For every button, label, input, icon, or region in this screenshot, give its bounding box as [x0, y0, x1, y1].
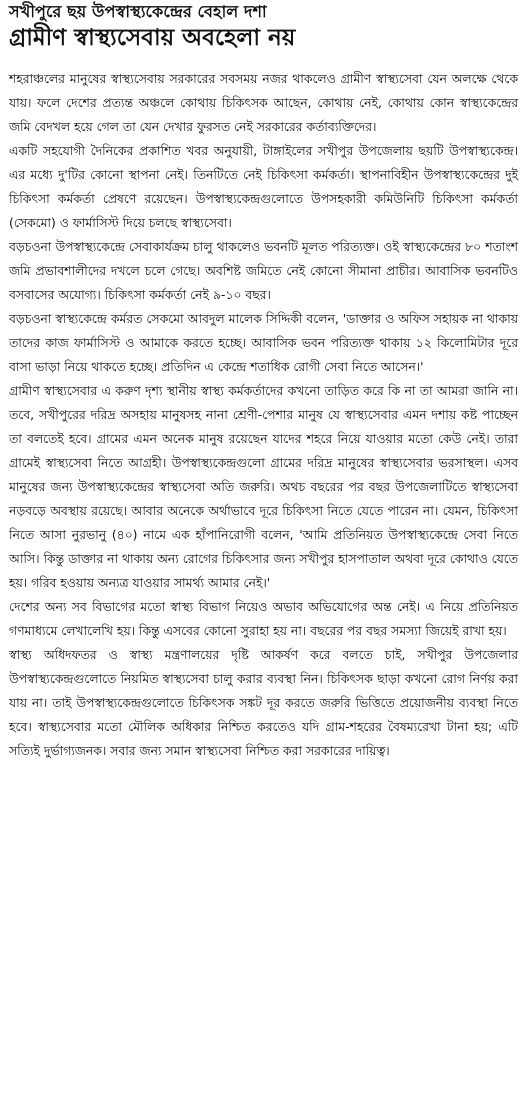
- article-headline: গ্রামীণ স্বাস্থ্যসেবায় অবহেলা নয়: [9, 25, 296, 51]
- article-paragraph: বড়চওনা স্বাস্থ্যকেন্দ্রে কর্মরত সেকমো আবদুল মালেক সিদ্দিকী বলেন, 'ডাক্তার ও অফিস সহায়ক না থাকায় তাদের কাজ ফার্মাসিস্ট ও আমাকে করতে হচ্ছে। আবাসিক ভবন পরিত্যক্ত থাকায় ১২ কিলোমিটার দূরে বাসা ভাড়া নিয়ে থাকতে হচ্ছে। প্রতিদিন এ কেন্দ্রে শতাধিক রোগী সেবা নিতে আসেন।': [9, 312, 518, 374]
- article-paragraph: স্বাস্থ্য অধিদফতর ও স্বাস্থ্য মন্ত্রণালয়ের দৃষ্টি আকর্ষণ করে বলতে চাই, সখীপুর উপজেলার উপস্বাস্থ্যকেন্দ্রগুলোতে নিয়মিত স্বাস্থ্যসেবা চালু করার ব্যবস্থা নিন। চিকিৎসক ছাড়া কখনো রোগ নির্ণয় করা যায় না। তাই উপস্বাস্থ্যকেন্দ্রগুলোতে চিকিৎসক সঙ্কট দূর করতে জরুরি ভিত্তিতে প্রয়োজনীয় ব্যবস্থা নিতে হবে। স্বাস্থ্যসেবার মতো মৌলিক অধিকার নিশ্চিত করতেও যদি গ্রাম-শহরের বৈষম্যরেখা টানা হয়; এটি সত্যিই দুর্ভাগ্যজনক। সবার জন্য সমান স্বাস্থ্যসেবা নিশ্চিত করা সরকারের দায়িত্ব।: [9, 648, 518, 758]
- article-kicker: সখীপুরে ছয় উপস্বাস্থ্যকেন্দ্রের বেহাল দশা: [9, 2, 267, 21]
- article-paragraph: দেশের অন্য সব বিভাগের মতো স্বাস্থ্য বিভাগ নিয়েও অভাব অভিযোগের অন্ত নেই। এ নিয়ে প্রতিনিয়ত গণমাধ্যমে লেখালেখি হয়। কিন্তু এসবের কোনো সুরাহা হয় না। বছরের পর বছর সমস্যা জিয়েই রাখা হয়।: [9, 600, 518, 638]
- article-body: [9, 67, 518, 763]
- article-paragraph: শহরাঞ্চলের মানুষের স্বাস্থ্যসেবায় সরকারের সবসময় নজর থাকলেও গ্রামীণ স্বাস্থ্যসেবা যেন অলক্ষে থেকে যায়। ফলে দেশের প্রত্যন্ত অঞ্চলে কোথায় চিকিৎসক আছেন, কোথায় নেই, কোথায় কোন স্বাস্থ্যকেন্দ্রের জমি বেদখল হয়ে গেল তা যেন দেখার ফুরসত নেই সরকারের কর্তাব্যক্তিদের।: [9, 72, 518, 134]
- article-paragraph: বড়চওনা উপস্বাস্থ্যকেন্দ্রে সেবাকার্যক্রম চালু থাকলেও ভবনটি মূলত পরিত্যক্ত। ওই স্বাস্থ্যকেন্দ্রের ৮০ শতাংশ জমি প্রভাবশালীদের দখলে চলে গেছে। অবশিষ্ট জমিতে নেই কোনো সীমানা প্রাচীর। আবাসিক ভবনটিও বসবাসের অযোগ্য। চিকিৎসা কর্মকর্তা নেই ৯-১০ বছর।: [9, 240, 518, 302]
- article-paragraph: একটি সহযোগী দৈনিকের প্রকাশিত খবর অনুযায়ী, টাঙ্গাইলের সখীপুর উপজেলায় ছয়টি উপস্বাস্থ্যকেন্দ্র। এর মধ্যে দু'টির কোনো স্থাপনা নেই। তিনটিতে নেই চিকিৎসা কর্মকর্তা। স্থাপনাবিহীন উপস্বাস্থ্যকেন্দ্রের দুই চিকিৎসা কর্মকর্তা প্রেষণে রয়েছেন। উপস্বাস্থ্যকেন্দ্রগুলোতে উপসহকারী কমিউনিটি চিকিৎসা কর্মকর্তা (সেকমো) ও ফার্মাসিস্ট দিয়ে চলছে স্বাস্থ্যসেবা।: [9, 144, 518, 230]
- article-paragraph: গ্রামীণ স্বাস্থ্যসেবার এ করুণ দৃশ্য স্থানীয় স্বাস্থ্য কর্মকর্তাদের কখনো তাড়িত করে কি না তা আমরা জানি না। তবে, সখীপুরের দরিদ্র অসহায় মানুষসহ নানা শ্রেণী-পেশার মানুষ যে স্বাস্থ্যসেবার এমন দশায় কষ্ট পাচ্ছেন তা বলতেই হবে। গ্রামের এমন অনেক মানুষ রয়েছেন যাদের শহরে নিয়ে যাওয়ার মতো কেউ নেই। তারা গ্রামেই স্বাস্থ্যসেবা নিতে আগ্রহী। উপস্বাস্থ্যকেন্দ্রগুলো গ্রামের দরিদ্র মানুষের স্বাস্থ্যসেবার ভরসাস্থল। এসব মানুষের জন্য উপস্বাস্থ্যকেন্দ্রের স্বাস্থ্যসেবা অতি জরুরি। অথচ বছরের পর বছর উপজেলাটিতে স্বাস্থ্যসেবা নড়বড়ে অবস্থায় রয়েছে। আবার অনেকে অর্থাভাবে দূরে চিকিৎসা নিতে যেতে পারেন না। যেমন, চিকিৎসা নিতে আসা নুরভানু (৪০) নামে এক হাঁপানিরোগী বলেন, 'আমি প্রতিনিয়ত উপস্বাস্থ্যকেন্দ্রে সেবা নিতে আসি। কিন্তু ডাক্তার না থাকায় অন্য রোগের চিকিৎসার জন্য সখীপুর হাসপাতাল অথবা দূরে কোথাও যেতে হয়। গরিব হওয়ায় অন্যত্র যাওয়ার সামর্থ্য আমার নেই।': [9, 384, 518, 590]
